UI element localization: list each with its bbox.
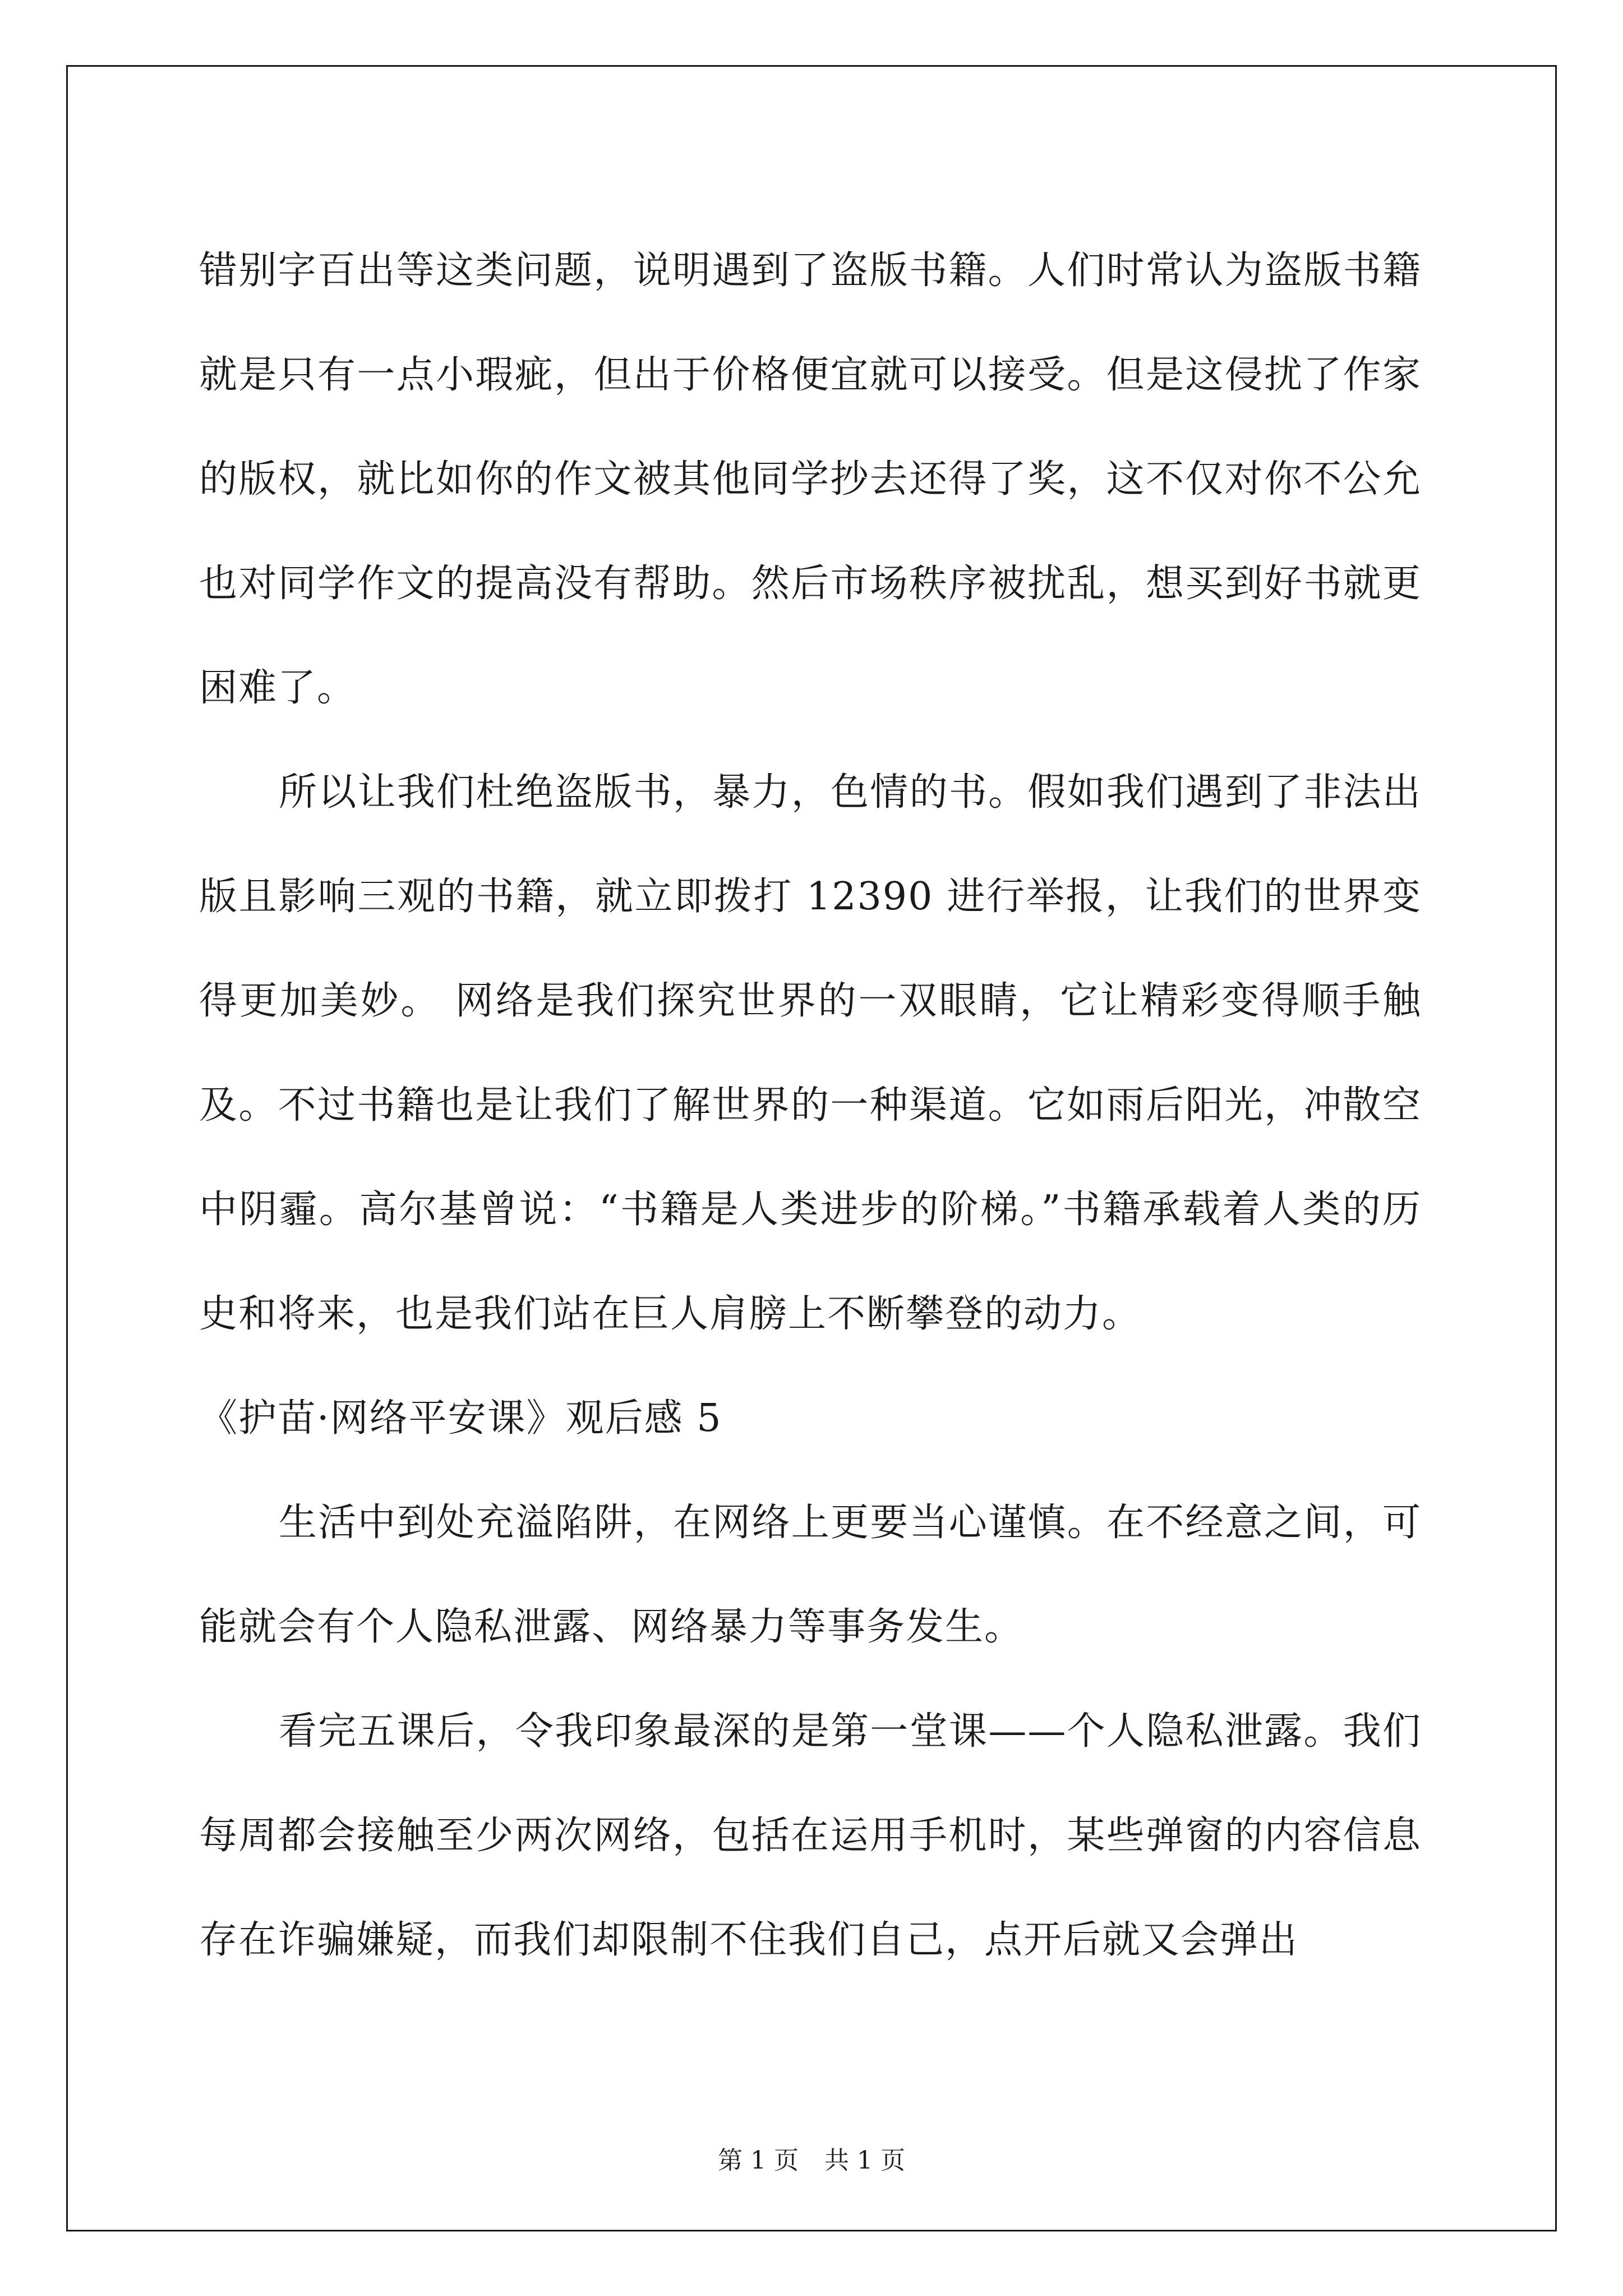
page-number: 第 1 页 [718,2146,799,2175]
page-footer [0,2140,1623,2176]
document-body [199,219,1422,1993]
paragraph-4: 看完五课后，令我印象最深的是第一堂课——个人隐私泄露。我们每周都会接触至少两次网络，包括在运用手机时，某些弹窗的内容信息存在诈骗嫌疑，而我们却限制不住我们自己，点开后就又会弹出 [199,1709,1422,1962]
paragraph-3: 生活中到处充溢陷阱，在网络上更要当心谨慎。在不经意之间，可能就会有个人隐私泄露、网络暴力等事务发生。 [199,1501,1422,1649]
section-title: 《护苗·网络平安课》观后感 5 [199,1396,722,1441]
paragraph-2: 所以让我们杜绝盗版书，暴力，色情的书。假如我们遇到了非法出版且影响三观的书籍，就立即拨打 12390 进行举报，让我们的世界变得更加美妙。 网络是我们探究世界的一双眼睛，它让精彩变得顺手触及。不过书籍也是让我们了解世界的一种渠道。它如雨后阳光，冲散空中阴霾。高尔基曾说：“书籍是人类进步的阶梯。”书籍承载着人类的历史和将来，也是我们站在巨人肩膀上不断攀登的动力。 [199,770,1422,1336]
paragraph-1: 错别字百出等这类问题，说明遇到了盗版书籍。人们时常认为盗版书籍就是只有一点小瑕疵，但出于价格便宜就可以接受。但是这侵扰了作家的版权，就比如你的作文被其他同学抄去还得了奖，这不仅对你不公允也对同学作文的提高没有帮助。然后市场秩序被扰乱，想买到好书就更困难了。 [199,249,1422,710]
page-total: 共 1 页 [824,2146,905,2175]
